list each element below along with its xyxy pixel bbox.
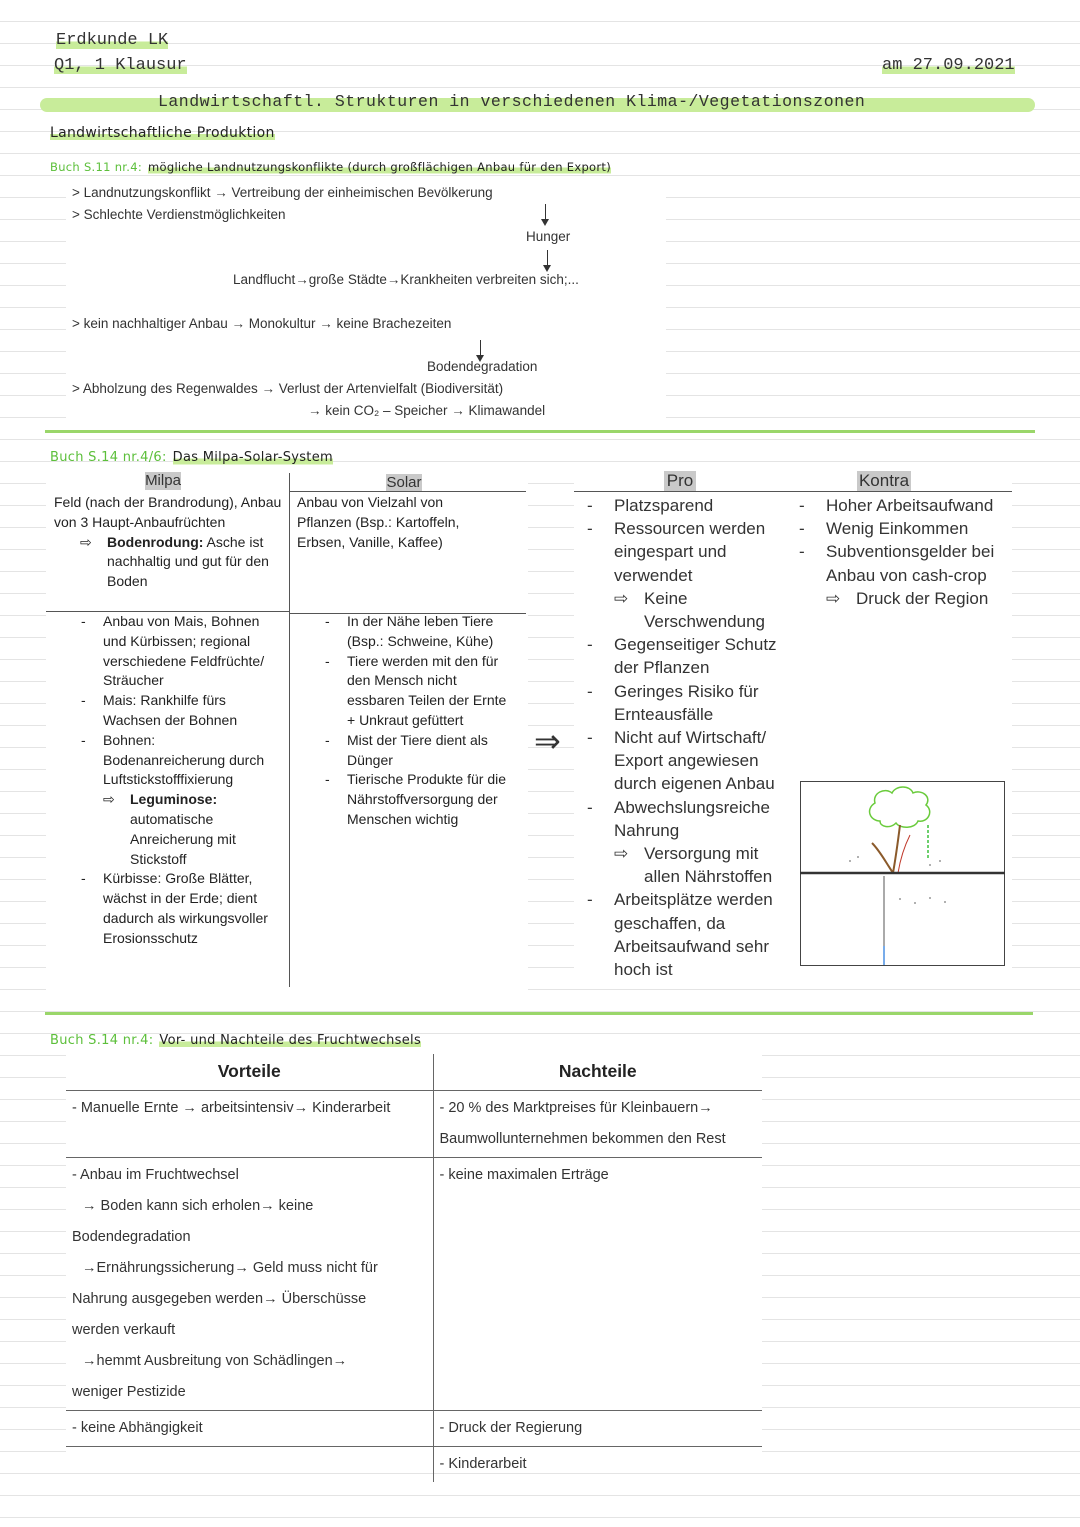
conflict-line-2: > Schlechte Verdienstmöglichkeiten <box>72 207 286 222</box>
conflict-line-1: > Landnutzungskonflikt → Vertreibung der einheimischen Bevölkerung <box>72 185 493 200</box>
exam-label: Q1, 1 Klausur <box>54 56 187 75</box>
pro-list <box>584 494 794 981</box>
list-item: - Ressourcen werden eingespart und verwendet ⇨ Keine Verschwendung <box>584 517 794 633</box>
fruchtwechsel-table <box>66 1054 762 1472</box>
list-item: - Tierische Produkte für die Nährstoffversorgung der Menschen wichtig <box>322 770 518 829</box>
list-item: - Mais: Rankhilfe fürs Wachsen der Bohnen <box>78 691 280 731</box>
table-rule <box>289 491 526 492</box>
section3-heading: Buch S.14 nr.4: Vor- und Nachteile des Fruchtwechsels <box>50 1033 422 1048</box>
list-item: - Wenig Einkommen <box>796 517 1010 540</box>
milpa-list <box>80 612 280 949</box>
list-item: - Gegenseitiger Schutz der Pflanzen <box>584 633 794 679</box>
nachteile-header: Nachteile <box>433 1054 762 1091</box>
exam-date: am 27.09.2021 <box>882 56 1015 75</box>
double-arrow-icon: ⇨ <box>826 588 841 608</box>
bodendegradation-label: Bodendegradation <box>427 359 538 374</box>
table-cell-text: →hemmt Ausbreitung von Schädlingen→ <box>82 1353 348 1369</box>
section1-subheading: Buch S.11 nr.4: mögliche Landnutzungskonflikte (durch großflächigen Anbau für den Export) <box>50 160 612 174</box>
list-item: - Bohnen: Bodenanreicherung durch Luftstickstofffixierung <box>78 731 280 790</box>
kontra-header: Kontra <box>858 471 910 490</box>
table-cell-text: - keine maximalen Erträge <box>439 1167 609 1183</box>
list-item: - Tiere werden mit den für den Mensch nicht essbaren Teilen der Ernte + Unkraut gefüttert <box>322 652 518 731</box>
pro-header: Pro <box>664 471 696 491</box>
conflict-line-3: > kein nachhaltiger Anbau → Monokultur → keine Brachezeiten <box>72 316 452 331</box>
conflict-line-4: > Abholzung des Regenwaldes → Verlust der Artenvielfalt (Biodiversität) <box>72 381 504 396</box>
course-label: Erdkunde LK <box>56 31 169 50</box>
section1-heading: Landwirtschaftliche Produktion <box>50 125 275 141</box>
milpa-intro: Feld (nach der Brandrodung), Anbau von 3 Haupt-Anbaufrüchten ⇨ Bodenrodung: Asche ist nachhaltig und gut für den Boden <box>54 494 282 590</box>
list-item: - Anbau von Mais, Bohnen und Kürbissen; regional verschiedene Feldfrüchte/ Sträucher <box>78 612 280 691</box>
landflucht-line: Landflucht→große Städte→Krankheiten verbreiten sich;... <box>233 272 579 287</box>
list-item: - Subventionsgelder bei Anbau von cash-crop ⇨ Druck der Region <box>796 540 1010 610</box>
solar-intro: Anbau von Vielzahl von Pflanzen (Bsp.: Kartoffeln, Erbsen, Vanille, Kaffee) <box>297 494 460 550</box>
book-reference: Buch S.14 nr.4: <box>50 1033 154 1048</box>
double-arrow-icon: ⇨ <box>614 844 629 864</box>
list-item: - Arbeitsplätze werden geschaffen, da Arbeitsaufwand sehr hoch ist <box>584 888 794 981</box>
double-arrow-icon: ⇨ <box>103 791 115 808</box>
list-item: - In der Nähe leben Tiere (Bsp.: Schweine, Kühe) <box>322 612 518 652</box>
solar-list <box>322 612 518 830</box>
vorteile-header: Vorteile <box>66 1054 433 1091</box>
double-arrow-icon: ⇨ <box>614 588 629 608</box>
implies-arrow-icon: ⇒ <box>534 722 561 760</box>
page-title: Landwirtschaftl. Strukturen in verschiedenen Klima-/Vegetationszonen <box>158 92 866 111</box>
section-divider <box>45 1012 1033 1015</box>
table-cell-text: - Druck der Regierung <box>439 1420 583 1436</box>
table-rule <box>574 491 1012 492</box>
list-item: - Abwechslungsreiche Nahrung ⇨ Versorgung mit allen Nährstoffen <box>584 796 794 889</box>
plant-sketch <box>800 781 1006 967</box>
table-cell-text: Nahrung ausgegeben werden→ Überschüsse <box>72 1291 367 1307</box>
hunger-label: Hunger <box>526 229 571 244</box>
table-row <box>66 1158 762 1411</box>
table-cell-text: Bodendegradation <box>72 1229 191 1245</box>
table-cell-text: →Ernährungssicherung→ Geld muss nicht für <box>82 1260 378 1276</box>
arrow-down-icon <box>547 250 548 270</box>
book-reference: Buch S.14 nr.4/6: <box>50 450 167 465</box>
list-item: - Kürbisse: Große Blätter, wächst in der Erde; dient dadurch als wirkungsvoller Erosionsschutz <box>78 869 280 948</box>
table-column-divider <box>289 473 290 987</box>
milpa-header: Milpa <box>145 472 181 489</box>
table-cell-text: → Boden kann sich erholen→ keine <box>82 1198 314 1214</box>
table-cell-text: - Manuelle Ernte → arbeitsintensiv→ Kinderarbeit <box>72 1100 391 1116</box>
table-cell-text: - 20 % des Marktpreises für Kleinbauern→ <box>439 1100 713 1116</box>
arrow-down-icon <box>480 340 481 360</box>
section-divider <box>45 430 1035 433</box>
list-item: - Geringes Risiko für Ernteausfälle <box>584 680 794 726</box>
list-item: ⇨ Leguminose: automatische Anreicherung mit Stickstoff <box>103 791 236 867</box>
list-item: - Nicht auf Wirtschaft/ Export angewiesen durch eigenen Anbau <box>584 726 794 796</box>
table-row <box>66 1091 762 1158</box>
table-row <box>66 1447 762 1483</box>
list-item: - Hoher Arbeitsaufwand <box>796 494 1010 517</box>
table-cell-text: - keine Abhängigkeit <box>72 1420 203 1436</box>
book-reference: Buch S.11 nr.4: <box>50 160 142 174</box>
table-cell-text: - Anbau im Fruchtwechsel <box>72 1167 239 1183</box>
conflict-line-5: → kein CO₂ – Speicher → Klimawandel <box>308 403 546 418</box>
arrow-down-icon <box>545 204 546 224</box>
list-item: - Mist der Tiere dient als Dünger <box>322 731 518 771</box>
double-arrow-icon: ⇨ <box>80 533 92 550</box>
table-cell-text: Baumwollunternehmen bekommen den Rest <box>439 1131 726 1147</box>
table-row <box>66 1411 762 1447</box>
table-cell-text: werden verkauft <box>72 1322 176 1338</box>
kontra-list <box>796 494 1010 610</box>
solar-header: Solar <box>386 474 422 491</box>
list-item: - Platzsparend <box>584 494 794 517</box>
section2-heading: Buch S.14 nr.4/6: Das Milpa-Solar-System <box>50 450 333 465</box>
table-cell-text: weniger Pestizide <box>72 1384 186 1400</box>
table-cell-text: - Kinderarbeit <box>439 1456 527 1472</box>
